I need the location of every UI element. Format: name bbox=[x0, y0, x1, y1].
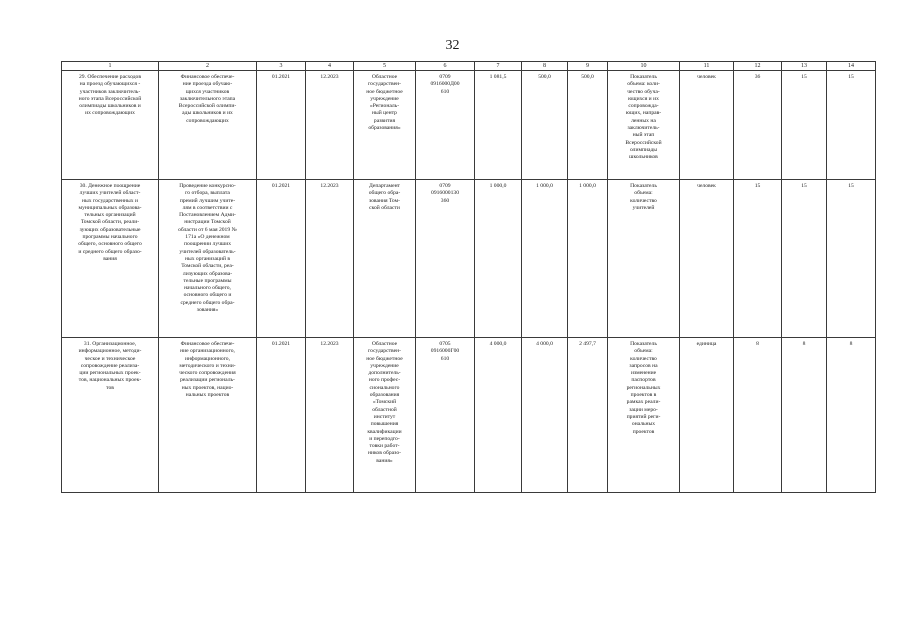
value-2: 8 bbox=[782, 338, 827, 493]
column-number: 14 bbox=[827, 62, 876, 71]
amount-total: 4 000,0 bbox=[475, 338, 522, 493]
table-row bbox=[62, 71, 876, 180]
program-table bbox=[61, 61, 876, 493]
column-number: 9 bbox=[568, 62, 608, 71]
column-number: 13 bbox=[782, 62, 827, 71]
value-2: 15 bbox=[782, 71, 827, 180]
value-1: 36 bbox=[734, 71, 782, 180]
activity-measure: Проведение конкурсно- го отбора, выплата премий лучшим учите- лям в соответствии с Постановлением Адми- нистрации Томской области от 6 мая 2019 № 171а «О денежном поощрении лучших учителей образователь- ных организаций в Томской области, реа- лизующих образова- тельные программы начального общего, основного общего и среднего общего обра- зования» bbox=[159, 180, 257, 338]
start-date: 01.2021 bbox=[257, 71, 306, 180]
unit: единица bbox=[680, 338, 734, 493]
column-number: 3 bbox=[257, 62, 306, 71]
start-date: 01.2021 bbox=[257, 180, 306, 338]
column-number: 2 bbox=[159, 62, 257, 71]
end-date: 12.2023 bbox=[306, 180, 354, 338]
page-number: 32 bbox=[445, 38, 460, 53]
value-2: 15 bbox=[782, 180, 827, 338]
amount-total: 1 081,5 bbox=[475, 71, 522, 180]
amount-fact: 500,0 bbox=[568, 71, 608, 180]
table-row bbox=[62, 180, 876, 338]
value-3: 8 bbox=[827, 338, 876, 493]
value-3: 15 bbox=[827, 71, 876, 180]
budget-code: 0709 0916000130 360 bbox=[416, 180, 475, 338]
unit: человек bbox=[680, 71, 734, 180]
amount-plan: 4 000,0 bbox=[522, 338, 568, 493]
indicator: Показатель объема: количество учителей bbox=[608, 180, 680, 338]
amount-plan: 500,0 bbox=[522, 71, 568, 180]
column-number: 6 bbox=[416, 62, 475, 71]
column-number: 8 bbox=[522, 62, 568, 71]
budget-code: 0709 0916000Д00 610 bbox=[416, 71, 475, 180]
executor: Областное государствен- ное бюджетное учреждение дополнитель- ного профес- сионального образования «Томский областной институт повышения квалификации и переподго- товки работ- ников образо- вания» bbox=[354, 338, 416, 493]
table-row bbox=[62, 338, 876, 493]
activity-measure: Финансовое обеспече- ние проезда обучаю- щихся участников заключительного этапа Всероссийской олимпи- ады школьников и их сопровождающих bbox=[159, 71, 257, 180]
unit: человек bbox=[680, 180, 734, 338]
value-3: 15 bbox=[827, 180, 876, 338]
amount-plan: 1 000,0 bbox=[522, 180, 568, 338]
activity-name: 31. Организационное, информационное, методи- ческое и техническое сопровождение реализа- ции региональных проек- тов, национальных проек- тов bbox=[62, 338, 159, 493]
executor: Областное государствен- ное бюджетное учреждение «Региональ- ный центр развития образования» bbox=[354, 71, 416, 180]
start-date: 01.2021 bbox=[257, 338, 306, 493]
column-number: 5 bbox=[354, 62, 416, 71]
indicator: Показатель объема: коли- чество обуча- ющихся и их сопровожда- ющих, направ- ленных на заключитель- ный этап Всероссийской олимпиады школьников bbox=[608, 71, 680, 180]
column-number: 10 bbox=[608, 62, 680, 71]
value-1: 8 bbox=[734, 338, 782, 493]
column-number: 7 bbox=[475, 62, 522, 71]
amount-total: 1 000,0 bbox=[475, 180, 522, 338]
activity-name: 29. Обеспечение расходов на проезд обучающихся - участников заключитель- ного этапа Всероссийской олимпиады школьников и их сопровождающих bbox=[62, 71, 159, 180]
column-number: 11 bbox=[680, 62, 734, 71]
column-number-row bbox=[62, 62, 876, 71]
value-1: 15 bbox=[734, 180, 782, 338]
column-number: 12 bbox=[734, 62, 782, 71]
activity-measure: Финансовое обеспече- ние организационного, информационного, методического и техни- ческого сопровождения реализации региональ- ных проектов, нацио- нальных проектов bbox=[159, 338, 257, 493]
indicator: Показатель объема: количество запросов на изменение паспортов региональных проектов в рамках реали- зации меро- приятий реги- ональных проектов bbox=[608, 338, 680, 493]
amount-fact: 2 497,7 bbox=[568, 338, 608, 493]
end-date: 12.2023 bbox=[306, 338, 354, 493]
amount-fact: 1 000,0 bbox=[568, 180, 608, 338]
end-date: 12.2023 bbox=[306, 71, 354, 180]
column-number: 4 bbox=[306, 62, 354, 71]
activity-name: 30. Денежное поощрение лучших учителей област- ных государственных и муниципальных образова- тельных организаций Томской области, реали- зующих образовательные программы начального общего, основного общего и среднего общего образо- вания bbox=[62, 180, 159, 338]
budget-code: 0705 0916000Г00 610 bbox=[416, 338, 475, 493]
column-number: 1 bbox=[62, 62, 159, 71]
executor: Департамент общего обра- зования Том- ской области bbox=[354, 180, 416, 338]
